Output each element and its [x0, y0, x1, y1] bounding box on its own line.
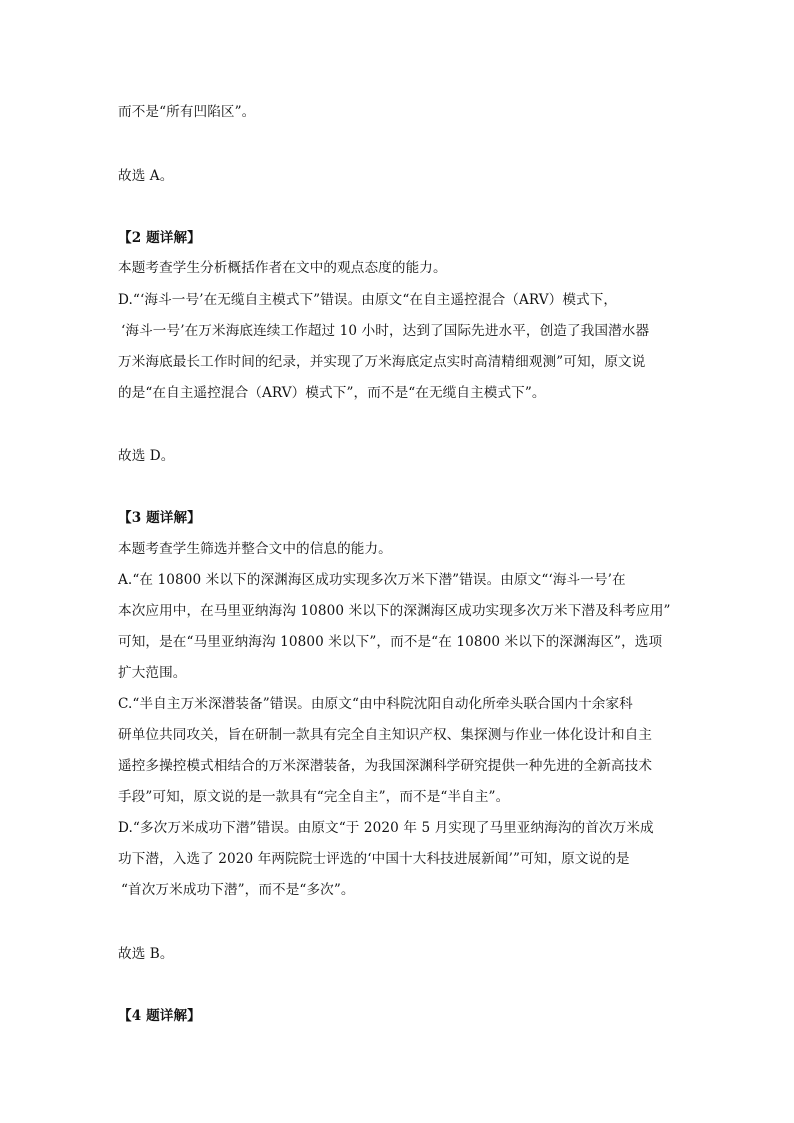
section-heading-4: 【4 题详解】	[118, 1008, 201, 1024]
text-line: 本次应用中，在马里亚纳海沟 10800 米以下的深渊海区成功实现多次万米下潜及科考应用”	[118, 603, 671, 619]
text-line: 可知，是在“马里亚纳海沟 10800 米以下”，而不是“在 10800 米以下的深渊海区”，选项	[118, 634, 663, 650]
text-line: 本题考查学生筛选并整合文中的信息的能力。	[118, 541, 392, 557]
answer-line: 故选 A。	[118, 168, 174, 184]
text-line: 遥控多操控模式相结合的万米深潜装备，为我国深渊科学研究提供一种先进的全新高技术	[118, 758, 653, 774]
text-line: D.“多次万米成功下潜”错误。由原文“于 2020 年 5 月实现了马里亚纳海沟的首次万米成	[118, 820, 654, 836]
section-heading-2: 【2 题详解】	[118, 230, 201, 246]
text-line: 万米海底最长工作时间的纪录，并实现了万米海底定点实时高清精细观测”可知，原文说	[118, 354, 646, 370]
section-heading-3: 【3 题详解】	[118, 510, 201, 526]
text-line: A.“在 10800 米以下的深渊海区成功实现多次万米下潜”错误。由原文“‘海斗一号’在	[118, 572, 626, 588]
text-line: ‘海斗一号’在万米海底连续工作超过 10 小时，达到了国际先进水平，创造了我国潜水器	[121, 323, 650, 339]
text-line: 手段”可知，原文说的是一款具有“完全自主”，而不是“半自主”。	[118, 789, 510, 805]
answer-line: 故选 D。	[118, 448, 175, 464]
text-line: 研单位共同攻关，旨在研制一款具有完全自主知识产权、集探测与作业一体化设计和自主	[118, 727, 653, 743]
answer-line: 故选 B。	[118, 946, 174, 962]
text-line: 本题考查学生分析概括作者在文中的观点态度的能力。	[118, 260, 447, 276]
text-line: 功下潜，入选了 2020 年两院院士评选的‘中国十大科技进展新闻’”可知，原文说的是	[118, 851, 630, 867]
text-line: 扩大范围。	[118, 665, 187, 681]
text-line: C.“半自主万米深潜装备”错误。由原文“由中科院沈阳自动化所牵头联合国内十余家科	[118, 696, 633, 712]
text-line: 而不是“所有凹陷区”。	[118, 104, 256, 120]
text-line: D.“‘海斗一号’在无缆自主模式下”错误。由原文“在自主遥控混合（ARV）模式下，	[118, 292, 618, 308]
text-line: “首次万米成功下潜”，而不是“多次”。	[121, 882, 355, 898]
text-line: 的是“在自主遥控混合（ARV）模式下”，而不是“在无缆自主模式下”。	[118, 385, 546, 401]
